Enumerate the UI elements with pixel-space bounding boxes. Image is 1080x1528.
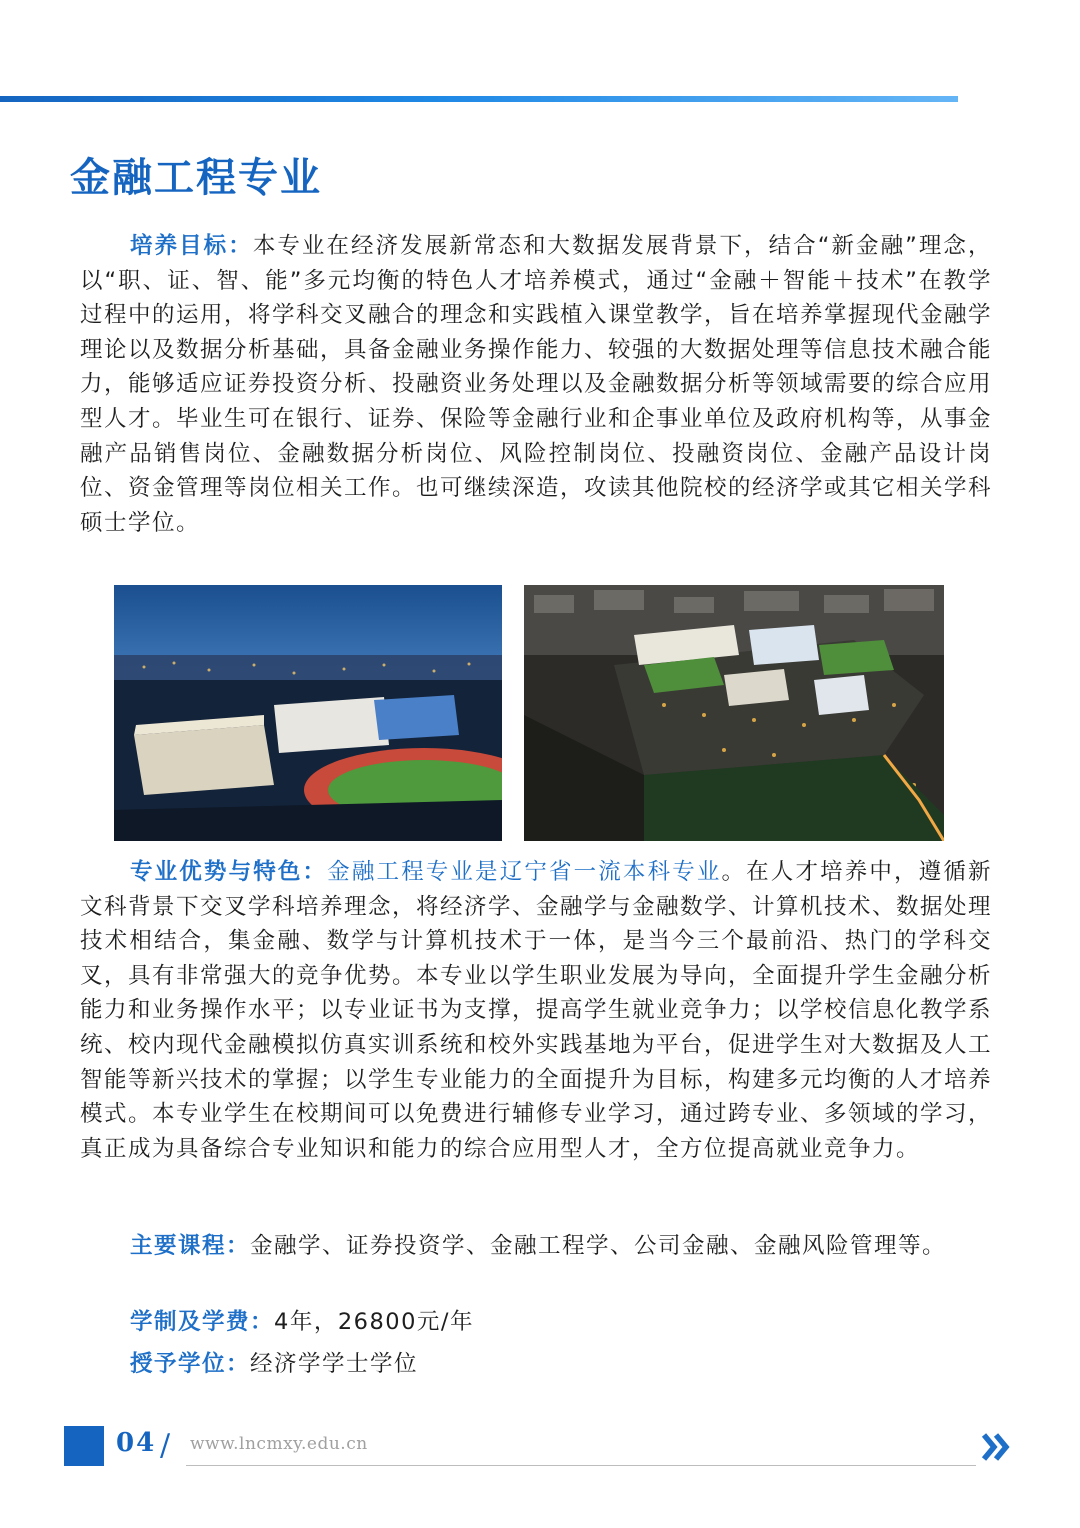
section-label: 培养目标：	[130, 233, 253, 259]
section-label: 专业优势与特色：	[130, 859, 328, 885]
section-label: 授予学位：	[130, 1351, 251, 1377]
website-link[interactable]: www.lncmxy.edu.cn	[190, 1434, 368, 1454]
double-chevron-right-icon[interactable]	[980, 1430, 1012, 1464]
campus-photo-aerial	[524, 585, 944, 841]
section-label: 学制及学费：	[130, 1309, 275, 1335]
campus-photo-stadium	[114, 585, 502, 841]
section-training-goal	[80, 229, 992, 540]
section-body: 本专业在经济发展新常态和大数据发展背景下，结合“新金融”理念，以“职、证、智、能”多元均衡的特色人才培养模式，通过“金融＋智能＋技术”在教学过程中的运用，将学科交叉融合的理念和实践植入课堂教学，旨在培养掌握现代金融学理论以及数据分析基础，具备金融业务操作能力、较强的大数据处理等信息技术融合能力，能够适应证券投资分析、投融资业务处理以及金融数据分析等领域需要的综合应用型人才。毕业生可在银行、证券、保险等金融行业和企事业单位及政府机构等，从事金融产品销售岗位、金融数据分析岗位、风险控制岗位、投融资岗位、金融产品设计岗位、资金管理等岗位相关工作。也可继续深造，攻读其他院校的经济学或其它相关学科硕士学位。	[80, 233, 993, 536]
section-highlight: 金融工程专业是辽宁省一流本科专业	[327, 859, 722, 885]
section-courses	[80, 1229, 992, 1264]
section-label: 主要课程：	[130, 1233, 251, 1259]
header-accent-bar	[0, 96, 958, 102]
section-body: 经济学学士学位	[250, 1351, 419, 1377]
section-advantages	[80, 855, 992, 1166]
footer-divider	[186, 1465, 976, 1466]
section-degree	[80, 1347, 992, 1382]
section-duration-fees	[80, 1305, 992, 1340]
footer-square-mark	[64, 1426, 104, 1466]
section-body: 4年，26800元/年	[274, 1309, 474, 1335]
footer-separator: /	[160, 1428, 171, 1463]
section-body: 金融学、证券投资学、金融工程学、公司金融、金融风险管理等。	[250, 1233, 947, 1259]
page-number: 04	[116, 1428, 157, 1458]
section-body: 。在人才培养中，遵循新文科背景下交叉学科培养理念，将经济学、金融学与金融数学、计算机技术、数据处理技术相结合，集金融、数学与计算机技术于一体，是当今三个最前沿、热门的学科交叉，具有非常强大的竞争优势。本专业以学生职业发展为导向，全面提升学生金融分析能力和业务操作水平；以专业证书为支撑，提高学生就业竞争力；以学校信息化教学系统、校内现代金融模拟仿真实训系统和校外实践基地为平台，促进学生对大数据及人工智能等新兴技术的掌握；以学生专业能力的全面提升为目标，构建多元均衡的人才培养模式。本专业学生在校期间可以免费进行辅修专业学习，通过跨专业、多领域的学习，真正成为具备综合专业知识和能力的综合应用型人才，全方位提高就业竞争力。	[80, 859, 993, 1162]
page-title: 金融工程专业	[70, 155, 322, 201]
